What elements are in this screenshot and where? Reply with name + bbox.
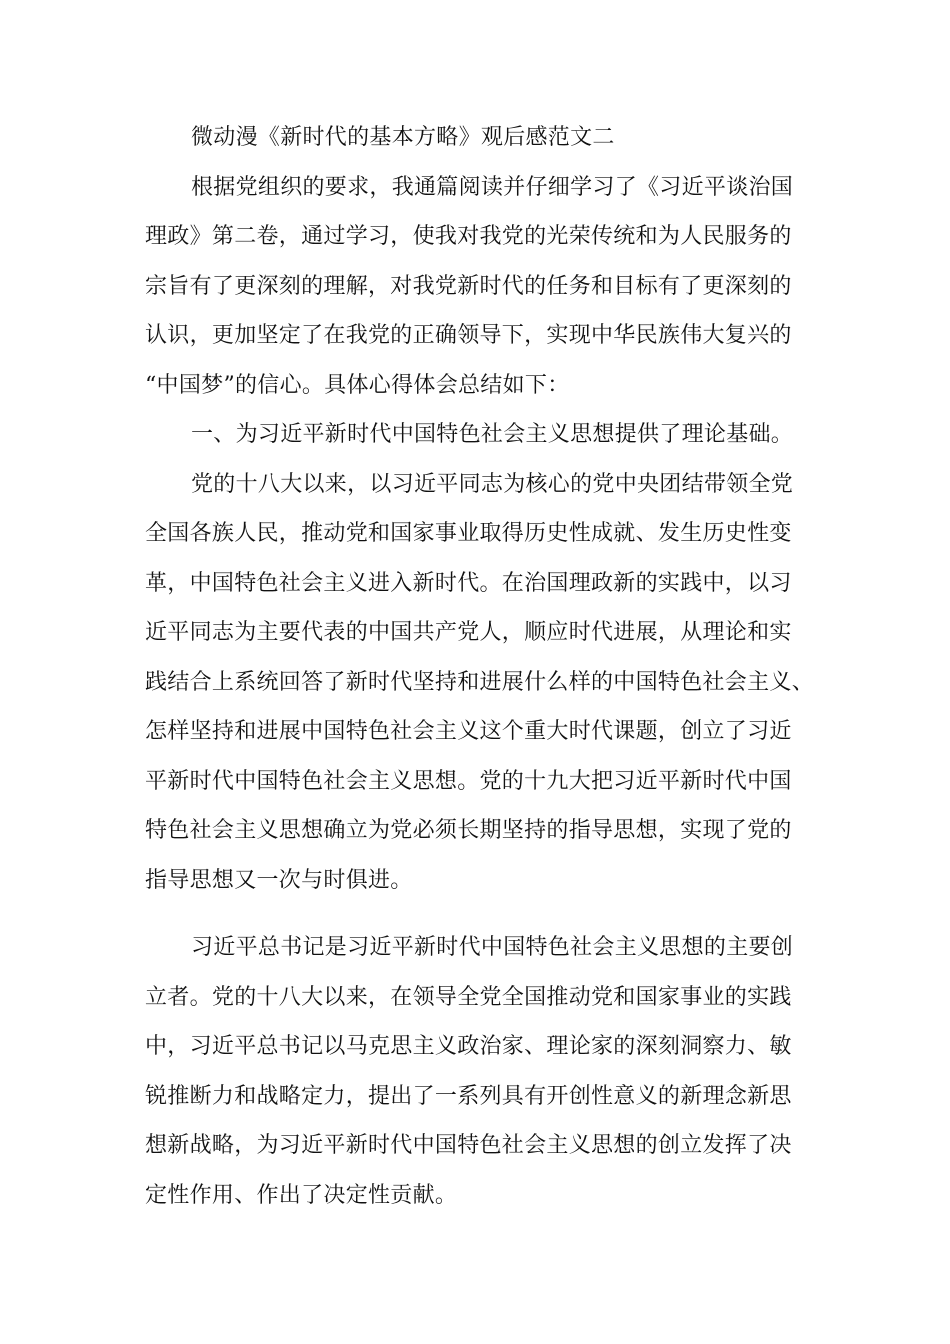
- paragraph-line: 革，中国特色社会主义进入新时代。在治国理政新的实践中，以习: [145, 570, 792, 596]
- paragraph-line: 怎样坚持和进展中国特色社会主义这个重大时代课题，创立了习近: [145, 719, 792, 744]
- paragraph-line: 平新时代中国特色社会主义思想。党的十九大把习近平新时代中国: [145, 768, 792, 794]
- paragraph-line: 一、为习近平新时代中国特色社会主义思想提供了理论基础。: [191, 422, 794, 447]
- paragraph-line: “中国梦”的信心。具体心得体会总结如下：: [145, 372, 570, 398]
- paragraph-line: 理政》第二卷，通过学习，使我对我党的光荣传统和为人民服务的: [145, 224, 792, 249]
- paragraph-line: 根据党组织的要求，我通篇阅读并仔细学习了《习近平谈治国: [191, 174, 794, 200]
- paragraph-line: 锐推断力和战略定力，提出了一系列具有开创性意义的新理念新思: [145, 1083, 792, 1109]
- document-title: 微动漫《新时代的基本方略》观后感范文二: [191, 125, 615, 150]
- paragraph-line: 指导思想又一次与时俱进。: [145, 867, 413, 893]
- paragraph-line: 宗旨有了更深刻的理解，对我党新时代的任务和目标有了更深刻的: [145, 273, 792, 299]
- paragraph-line: 党的十八大以来，以习近平同志为核心的党中央团结带领全党: [191, 471, 794, 497]
- paragraph-line: 认识，更加坚定了在我党的正确领导下，实现中华民族伟大复兴的: [145, 323, 792, 348]
- paragraph-line: 想新战略，为习近平新时代中国特色社会主义思想的创立发挥了决: [145, 1133, 792, 1158]
- paragraph-line: 定性作用、作出了决定性贡献。: [145, 1182, 458, 1208]
- paragraph-line: 践结合上系统回答了新时代坚持和进展什么样的中国特色社会主义、: [145, 669, 815, 695]
- paragraph-founder: [145, 936, 817, 1233]
- paragraph-line: 立者。党的十八大以来，在领导全党全国推动党和国家事业的实践: [145, 984, 792, 1010]
- paragraph-line: 特色社会主义思想确立为党必须长期坚持的指导思想，实现了党的: [145, 818, 792, 843]
- document-body: [145, 126, 817, 1233]
- paragraph-section-one: [145, 473, 817, 919]
- paragraph-intro: [145, 176, 817, 424]
- section-heading: [145, 423, 817, 473]
- paragraph-gap: [145, 918, 817, 936]
- paragraph-line: 全国各族人民，推动党和国家事业取得历史性成就、发生历史性变: [145, 521, 792, 546]
- paragraph-line: 习近平总书记是习近平新时代中国特色社会主义思想的主要创: [191, 935, 794, 960]
- paragraph-line: 近平同志为主要代表的中国共产党人，顺应时代进展，从理论和实: [145, 620, 792, 645]
- paragraph-line: 中，习近平总书记以马克思主义政治家、理论家的深刻洞察力、敏: [145, 1034, 792, 1059]
